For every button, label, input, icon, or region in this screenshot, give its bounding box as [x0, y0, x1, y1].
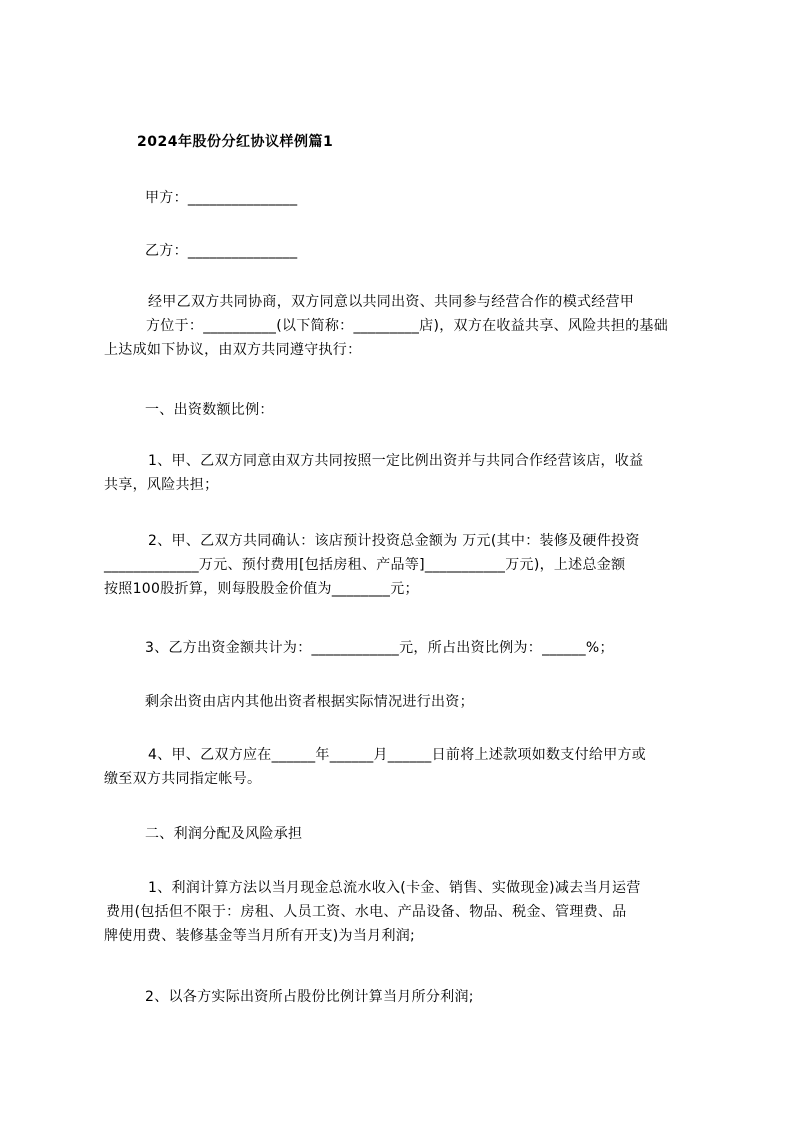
s1-item-2: [104, 529, 704, 601]
s1-item-4-line-1: 4、甲、乙双方应在______年______月______日前将上述款项如数支付给甲方或: [148, 747, 647, 763]
section-1-heading: 一、出资数额比例：: [145, 402, 274, 418]
section-2-heading: 二、利润分配及风险承担: [145, 826, 303, 842]
intro-line-2: 方位于：__________(以下简称：_________店)，双方在收益共享、风险共担的基础: [146, 318, 669, 334]
s1-item-4-line-2: 缴至双方共同指定帐号。: [104, 771, 262, 787]
party-a-line: 甲方：_______________: [145, 190, 298, 206]
s1-item-2-line-2: _____________万元、预付费用[包括房租、产品等]___________万元)，上述总金额: [104, 557, 626, 573]
s2-item-2: 2、以各方实际出资所占股份比例计算当月所分利润;: [145, 989, 474, 1005]
s1-item-1-line-1: 1、甲、乙双方同意由双方共同按照一定比例出资并与共同合作经营该店，收益: [148, 453, 644, 469]
s1-item-1-line-2: 共享，风险共担；: [104, 477, 219, 493]
document-title: 2024年股份分红协议样例篇1: [137, 134, 334, 150]
intro-line-1: 经甲乙双方共同协商，双方同意以共同出资、共同参与经营合作的模式经营甲: [148, 294, 635, 310]
s1-remaining: 剩余出资由店内其他出资者根据实际情况进行出资；: [145, 694, 474, 710]
party-b-line: 乙方：_______________: [145, 243, 298, 259]
s1-item-1: [104, 449, 704, 497]
intro-paragraph: [104, 290, 704, 362]
s1-item-4: [104, 743, 704, 791]
s1-item-3: 3、乙方出资金额共计为：____________元，所占出资比例为：______%；: [145, 640, 614, 656]
s1-item-2-line-1: 2、甲、乙双方共同确认：该店预计投资总金额为 万元(其中：装修及硬件投资: [148, 533, 640, 549]
s1-item-2-line-3: 按照100股折算，则每股股金价值为________元；: [104, 581, 419, 597]
s2-item-1: [104, 876, 704, 948]
s2-item-1-line-2: 费用(包括但不限于：房租、人员工资、水电、产品设备、物品、税金、管理费、品: [106, 904, 627, 920]
s2-item-1-line-1: 1、利润计算方法以当月现金总流水收入(卡金、销售、实做现金)减去当月运营: [148, 880, 641, 896]
s2-item-1-line-3: 牌使用费、装修基金等当月所有开支)为当月利润;: [104, 928, 416, 944]
intro-line-3: 上达成如下协议，由双方共同遵守执行：: [104, 342, 362, 358]
